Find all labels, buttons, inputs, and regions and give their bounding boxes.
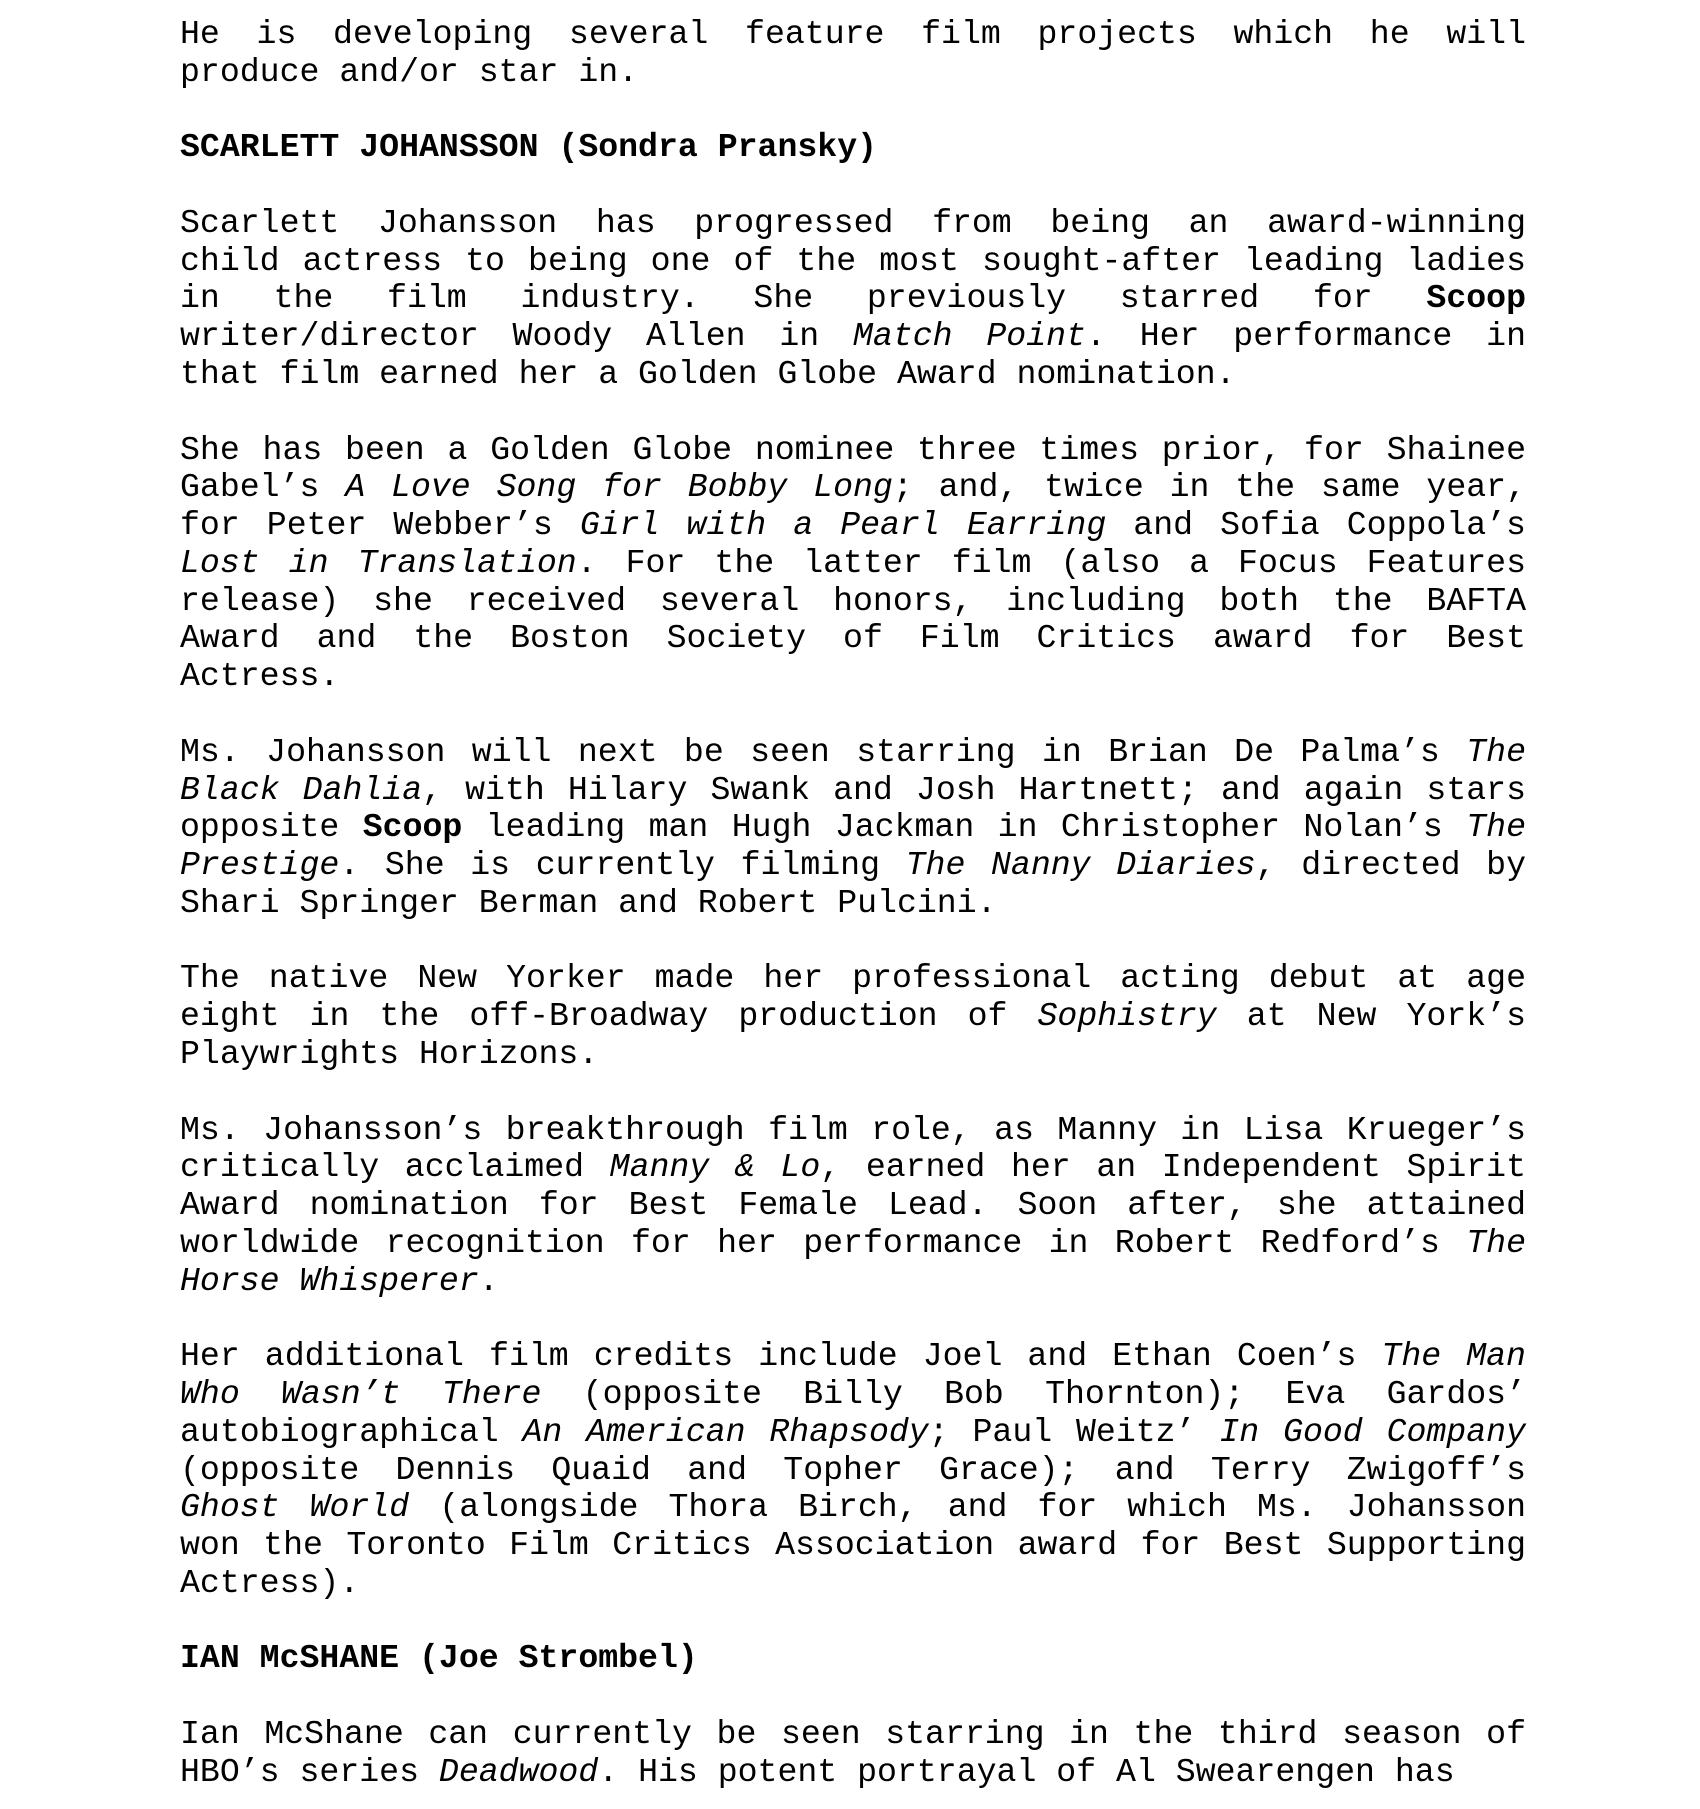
bold-text-segment: Scoop <box>362 808 463 847</box>
text-segment: Award nomination for Best Female Lead. Soon after, she attained <box>180 1186 1526 1225</box>
text-line <box>180 847 1526 885</box>
paragraph-johansson-4 <box>180 960 1526 1073</box>
italic-title-segment: An American Rhapsody <box>522 1412 929 1451</box>
text-segment: ; and, twice in the same year, <box>892 468 1527 507</box>
paragraph-johansson-6 <box>180 1338 1526 1602</box>
text-line <box>180 205 1526 243</box>
text-segment: worldwide recognition for her performance in Robert Redford’s <box>180 1223 1467 1262</box>
text-segment: , directed by <box>1255 846 1526 885</box>
text-segment: that film earned her a Golden Globe Award nomination. <box>180 355 1236 393</box>
italic-title-segment: Sophistry <box>1037 997 1217 1036</box>
text-segment: Actress. <box>180 657 340 696</box>
text-line <box>180 772 1526 810</box>
text-segment: , with Hilary Swank and Josh Hartnett; and again stars <box>422 770 1526 809</box>
text-segment: The native New Yorker made her professional acting debut at age <box>180 959 1526 998</box>
text-line <box>180 1149 1526 1187</box>
text-segment: . For the latter film (also a Focus Features <box>576 543 1527 582</box>
text-segment: Ms. Johansson will next be seen starring in Brian De Palma’s <box>180 732 1467 771</box>
text-segment: ; Paul Weitz’ <box>928 1412 1220 1451</box>
heading-line <box>180 1640 1526 1678</box>
paragraph-johansson-3 <box>180 734 1526 923</box>
italic-title-segment: In Good Company <box>1219 1412 1526 1451</box>
text-line <box>180 1716 1526 1754</box>
paragraph-johansson-5 <box>180 1112 1526 1301</box>
italic-title-segment: Prestige <box>180 846 340 885</box>
text-line <box>180 1263 1526 1301</box>
bold-text-segment: Scoop <box>1426 279 1526 318</box>
italic-title-segment: The <box>1466 808 1526 847</box>
paragraph-johansson-1 <box>180 205 1526 394</box>
text-segment: Actress). <box>180 1563 360 1602</box>
text-segment: . She is currently filming <box>339 846 906 885</box>
bold-text-segment: SCARLETT JOHANSSON (Sondra Pransky) <box>180 128 878 167</box>
text-line <box>180 243 1526 281</box>
text-line <box>180 998 1526 1036</box>
text-segment: She has been a Golden Globe nominee three times prior, for Shainee <box>180 430 1526 469</box>
text-segment: (alongside Thora Birch, and for which Ms. Johansson <box>409 1488 1526 1527</box>
text-line <box>180 356 1526 394</box>
italic-title-segment: Manny & Lo <box>609 1148 821 1187</box>
italic-title-segment: Deadwood <box>438 1752 599 1791</box>
text-line <box>180 1565 1526 1603</box>
italic-title-segment: Black Dahlia <box>180 770 423 809</box>
italic-title-segment: Girl with a Pearl Earring <box>579 506 1107 545</box>
text-segment: Playwrights Horizons. <box>180 1035 599 1074</box>
text-segment: (opposite Dennis Quaid and Topher Grace); and Terry Zwigoff’s <box>180 1450 1526 1489</box>
italic-title-segment: Horse Whisperer <box>180 1261 479 1300</box>
text-segment: at New York’s <box>1216 997 1526 1036</box>
text-line <box>180 545 1526 583</box>
text-segment: release) she received several honors, including both the BAFTA <box>180 581 1526 620</box>
italic-title-segment: The <box>1466 1223 1526 1262</box>
text-line <box>180 809 1526 847</box>
text-line <box>180 885 1526 923</box>
paragraph-intro-continuation <box>180 16 1526 92</box>
text-segment: He is developing several feature film projects which he will <box>180 15 1526 53</box>
text-segment: and Sofia Coppola’s <box>1106 506 1526 545</box>
text-line <box>180 1187 1526 1225</box>
text-line <box>180 583 1526 621</box>
text-segment: . <box>478 1261 499 1300</box>
text-segment: leading man Hugh Jackman in Christopher Nolan’s <box>462 808 1467 847</box>
text-segment: , earned her an Independent Spirit <box>820 1148 1526 1187</box>
text-line <box>180 54 1526 92</box>
text-line <box>180 1414 1526 1452</box>
text-segment: produce and/or star in. <box>180 52 639 91</box>
italic-title-segment: Lost in Translation <box>180 543 577 582</box>
text-line <box>180 1754 1526 1792</box>
text-segment: in the film industry. She previously starred for <box>180 279 1427 318</box>
text-line <box>180 1338 1526 1376</box>
text-line <box>180 16 1526 54</box>
text-line <box>180 318 1526 356</box>
text-segment: for Peter Webber’s <box>180 506 580 545</box>
italic-title-segment: The Man <box>1381 1337 1526 1376</box>
text-line <box>180 469 1526 507</box>
section-heading-ian-mcshane <box>180 1640 1526 1678</box>
text-line <box>180 507 1526 545</box>
section-heading-scarlett-johansson <box>180 129 1526 167</box>
text-segment: autobiographical <box>180 1412 523 1451</box>
italic-title-segment: Match Point <box>853 317 1086 356</box>
italic-title-segment: The <box>1466 732 1526 771</box>
text-segment: eight in the off-Broadway production of <box>180 997 1038 1036</box>
text-line <box>180 734 1526 772</box>
text-line <box>180 1225 1526 1263</box>
text-segment: Scarlett Johansson has progressed from being an award-winning <box>180 203 1526 242</box>
paragraph-mcshane-1 <box>180 1716 1526 1792</box>
text-line <box>180 432 1526 470</box>
text-line <box>180 1489 1526 1527</box>
text-line <box>180 658 1526 696</box>
text-segment: Ian McShane can currently be seen starring in the third season of <box>180 1715 1526 1754</box>
text-segment: critically acclaimed <box>180 1148 610 1187</box>
text-line <box>180 1112 1526 1150</box>
text-line <box>180 620 1526 658</box>
text-line <box>180 1452 1526 1490</box>
italic-title-segment: Who Wasn’t There <box>180 1375 542 1414</box>
text-line <box>180 1527 1526 1565</box>
italic-title-segment: The Nanny Diaries <box>905 846 1256 885</box>
text-segment: Shari Springer Berman and Robert Pulcini. <box>180 883 997 922</box>
text-segment: Her additional film credits include Joel and Ethan Coen’s <box>180 1337 1382 1376</box>
text-line <box>180 280 1526 318</box>
text-segment: opposite <box>180 808 363 847</box>
paragraph-johansson-2 <box>180 432 1526 696</box>
text-segment: . His potent portrayal of Al Swearengen has <box>598 1752 1455 1791</box>
text-line <box>180 960 1526 998</box>
text-segment: child actress to being one of the most sought-after leading ladies <box>180 241 1526 280</box>
text-segment: . Her performance in <box>1085 317 1527 356</box>
italic-title-segment: A Love Song for Bobby Long <box>345 468 893 507</box>
text-segment: Gabel’s <box>180 468 346 507</box>
text-segment: Award and the Boston Society of Film Critics award for Best <box>180 619 1526 658</box>
text-segment: HBO’s series <box>180 1752 439 1791</box>
text-segment: Ms. Johansson’s breakthrough film role, as Manny in Lisa Krueger’s <box>180 1110 1526 1149</box>
text-segment: (opposite Billy Bob Thornton); Eva Gardos’ <box>541 1375 1526 1414</box>
heading-line <box>180 129 1526 167</box>
italic-title-segment: Ghost World <box>180 1488 410 1527</box>
text-line <box>180 1376 1526 1414</box>
text-line <box>180 1036 1526 1074</box>
text-segment: writer/director Woody Allen in <box>180 317 853 356</box>
bold-text-segment: IAN McSHANE (Joe Strombel) <box>180 1639 698 1678</box>
text-segment: won the Toronto Film Critics Association award for Best Supporting <box>180 1526 1526 1565</box>
